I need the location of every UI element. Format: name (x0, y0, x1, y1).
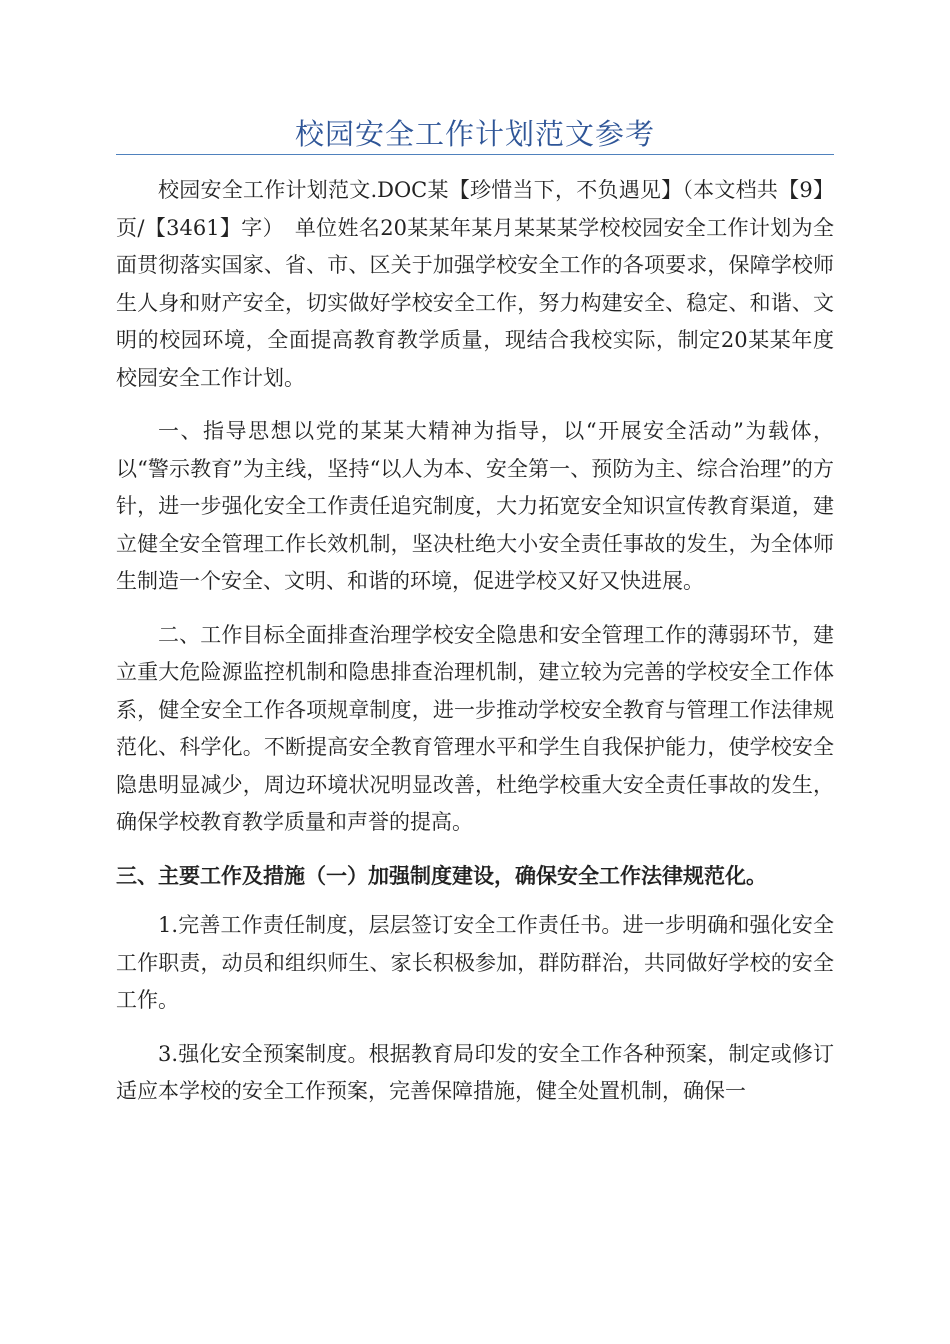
list-item: 1.完善工作责任制度，层层签订安全工作责任书。进一步明确和强化安全工作职责，动员和组织师生、家长积极参加，群防群治，共同做好学校的安全工作。 (116, 913, 834, 1012)
document-body (116, 172, 834, 1127)
document-title: 校园安全工作计划范文参考 (294, 117, 655, 151)
section-heading: 三、主要工作及措施（一）加强制度建设，确保安全工作法律规范化。 (116, 863, 767, 888)
title-underline (116, 154, 834, 155)
list-item: 3.强化安全预案制度。根据教育局印发的安全工作各种预案，制定或修订适应本学校的安全工作预案，完善保障措施，健全处置机制，确保一 (116, 1041, 834, 1103)
paragraph-work-goals: 二、工作目标全面排查治理学校安全隐患和安全管理工作的薄弱环节，建立重大危险源监控机制和隐患排查治理机制，建立较为完善的学校安全工作体系，健全安全工作各项规章制度，进一步推动学校安全教育与管理工作法律规范化、科学化。不断提高安全教育管理水平和学生自我保护能力，使学校安全隐患明显减少，周边环境状况明显改善，杜绝学校重大安全责任事故的发生，确保学校教育教学质量和声誉的提高。 (116, 622, 834, 834)
paragraph-intro: 校园安全工作计划范文.DOC某【珍惜当下，不负遇见】（本文档共【9】页/【3461】字） 单位姓名20某某年某月某某某学校校园安全工作计划为全面贯彻落实国家、省、市、区关于加强学校安全工作的各项要求，保障学校师生人身和财产安全，切实做好学校安全工作，努力构建安全、稳定、和谐、文明的校园环境，全面提高教育教学质量，现结合我校实际，制定20某某年度校园安全工作计划。 (116, 178, 834, 390)
paragraph-guiding-ideology: 一、指导思想以党的某某大精神为指导，以“开展安全活动”为载体，以“警示教育”为主线，坚持“以人为本、安全第一、预防为主、综合治理”的方针，进一步强化安全工作责任追究制度，大力拓宽安全知识宣传教育渠道，建立健全安全管理工作长效机制，坚决杜绝大小安全责任事故的发生，为全体师生制造一个安全、文明、和谐的环境，促进学校又好又快进展。 (116, 419, 834, 593)
